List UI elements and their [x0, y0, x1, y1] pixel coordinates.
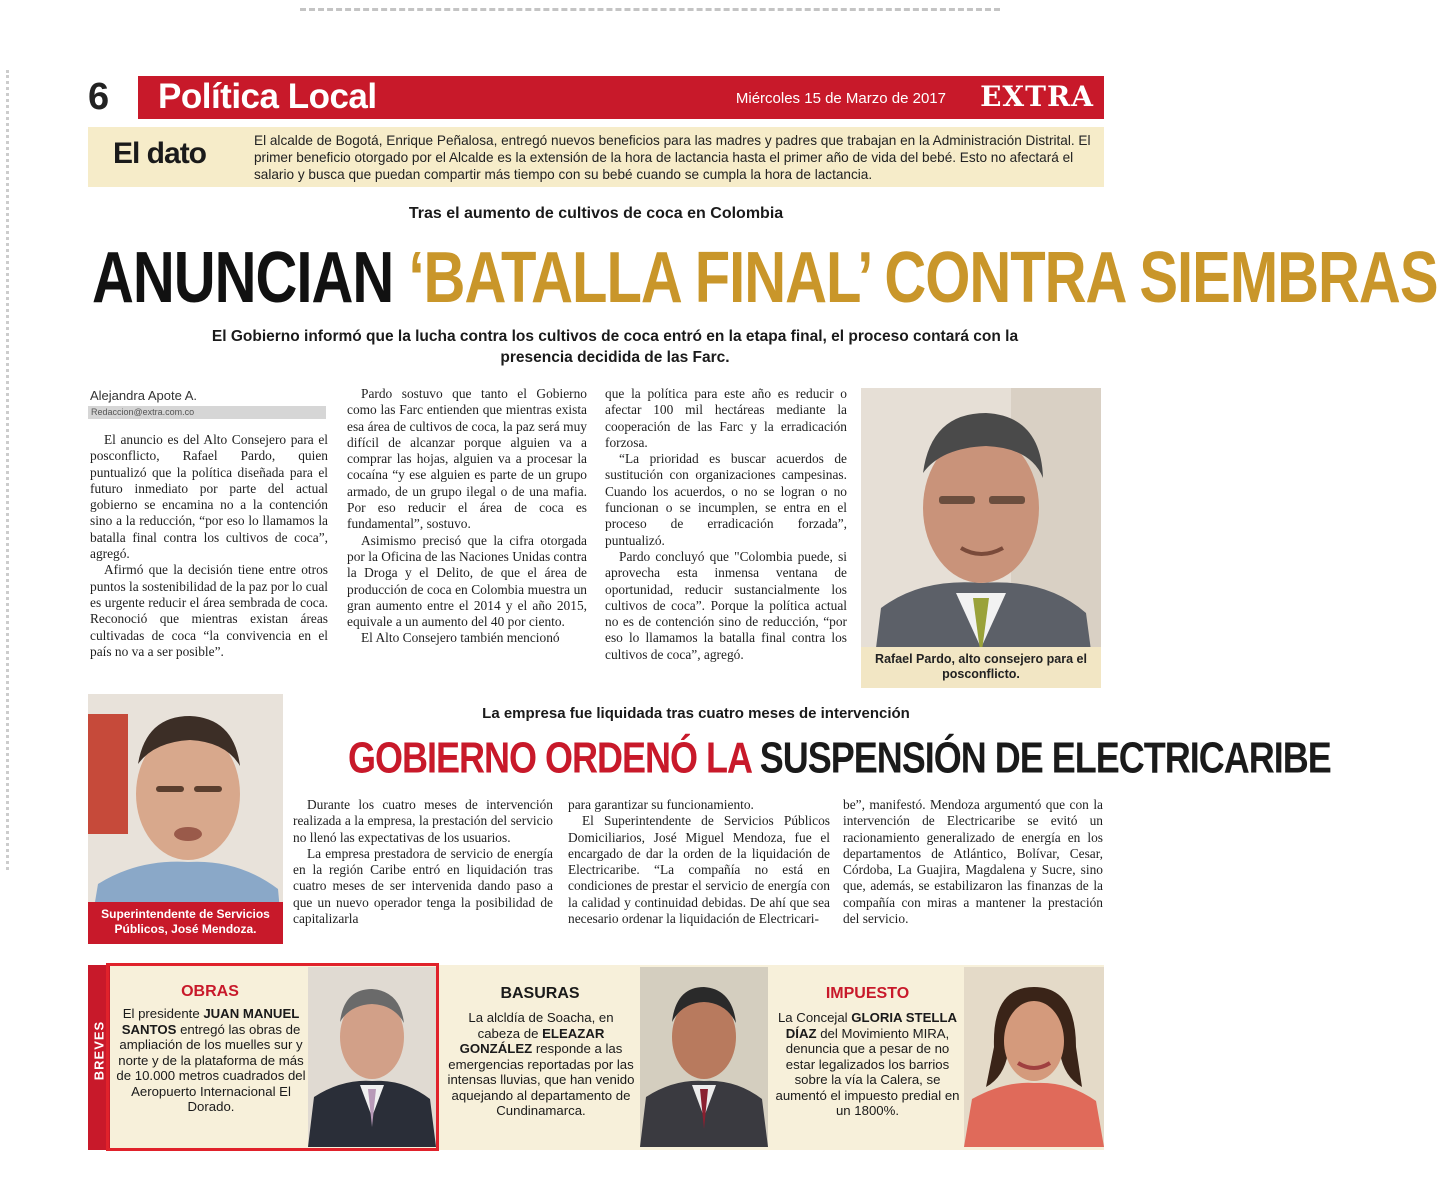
paragraph: El Superintendente de Servicios Públicos Domiciliarios, José Miguel Mendoza, fue el encargado de dar la orden de la liquidación de Electricaribe. “La compañía no está en condiciones de prestar el servicio de energía con la calidad y continuidad debidas. De ahí que sea necesario ordenar la liquidación de Electricari-	[568, 813, 830, 927]
page-number: 6	[88, 76, 130, 119]
pardo-caption: Rafael Pardo, alto consejero para el posconflicto.	[861, 647, 1101, 688]
brief-text-part: La alcldía de Soacha, en cabeza de	[468, 1010, 614, 1041]
portrait-illustration	[964, 967, 1104, 1147]
article1-headline	[92, 228, 1438, 328]
paragraph: que la política para este año es reducir o afectar 100 mil hectáreas mediante la cooperación de las Farc y la erradicación forzosa.	[605, 386, 847, 450]
article2-column-2	[568, 797, 830, 927]
pardo-photo	[861, 388, 1101, 688]
paragraph: El Alto Consejero también mencionó	[361, 630, 560, 646]
paragraph: Durante los cuatro meses de intervención realizada a la empresa, la prestación del servicio no llenó las expectativas de los usuarios.	[293, 797, 553, 845]
diaz-photo	[964, 967, 1104, 1147]
article2-kicker: La empresa fue liquidada tras cuatro meses de intervención	[482, 705, 910, 722]
mendoza-caption: Superintendente de Servicios Públicos, José Mendoza.	[88, 902, 283, 944]
article2-column-3	[843, 797, 1103, 927]
brief-impuesto-text	[771, 1010, 964, 1119]
portrait-illustration	[640, 967, 768, 1147]
page-header	[88, 76, 1104, 119]
breves-label: BREVES	[91, 1020, 107, 1081]
section-title: Política Local	[158, 77, 377, 116]
brief-basuras-title: BASURAS	[500, 985, 580, 1002]
headline2-part-b: SUSPENSIÓN DE ELECTRICARIBE	[759, 732, 1331, 782]
paragraph: El anuncio es del Alto Consejero para el posconflicto, Rafael Pardo, quien puntualizó que la política diseñada para el futuro inmediato por parte del actual gobierno se encamina no a la contención sino a la reducción, “por eso lo llamamos la batalla final contra los cultivos de coca”, agregó.	[90, 432, 328, 562]
paragraph: “La prioridad es buscar acuerdos de sustitución con organizaciones campesinas. Cuando los acuerdos, o no se logran o no funcionan o se incumplen, se entra en el proceso de erradicación forzada”, puntualizó.	[605, 451, 847, 548]
brief-name-bold: ELEAZAR GONZÁLEZ	[459, 1025, 605, 1056]
article1-column-3	[605, 386, 847, 663]
headline2-part-a: GOBIERNO ORDENÓ LA	[348, 732, 760, 782]
el-dato-box	[88, 127, 1104, 187]
brief-name-bold: GLORIA STELLA DÍAZ	[785, 1010, 958, 1041]
article1-deck: El Gobierno informó que la lucha contra los cultivos de coca entró en la etapa final, el proceso contará con la presencia decidida de las Farc.	[211, 328, 1019, 366]
el-dato-text: El alcalde de Bogotá, Enrique Peñalosa, entregó nuevos beneficios para las madres y padres que trabajan en la Administración Distrital. El primer beneficio otorgado por el Alcalde es la extensión de la hora de lactancia hasta el primer año de vida del bebé. Esto no afectará el salario y busca que puedan compartir más tiempo con su bebé cuando se cumpla la hora de lactancia.	[254, 133, 1091, 182]
brief-obras-title: OBRAS	[181, 983, 239, 1000]
issue-date: Miércoles 15 de Marzo de 2017	[735, 90, 946, 107]
brief-text-part: entregó las obras de ampliación de los muelles sur y norte y de la plataforma de más de 10.000 metros cuadrados del Aeropuerto Internacional El Dorado.	[116, 1021, 306, 1114]
brief-text-part: responde a las emergencias reportadas por las intensas lluvias, que han venido aquejando al departamento de Cundinamarca.	[447, 1041, 635, 1118]
paragraph: Pardo concluyó que "Colombia puede, si aprovecha esta inmensa ventana de oportunidad, reducir sustancialmente los cultivos de coca”. Porque la política actual no es de contención sino de reducción, “por eso lo llamamos la batalla final contra los cultivos de coca”, agregó.	[605, 548, 847, 662]
paragraph: para garantizar su funcionamiento.	[568, 797, 754, 812]
brand-logo: EXTRA	[980, 80, 1094, 113]
paragraph: La empresa prestadora de servicio de energía en la región Caribe entró en liquidación tras cuatro meses de ser intervenida dando paso a que un nuevo operador tenga la posibilidad de capitalizarla	[293, 845, 553, 927]
section-bar	[138, 76, 1104, 119]
headline1-part-a: ANUNCIAN	[92, 236, 409, 318]
paragraph: Afirmó que la decisión tiene entre otros puntos la sostenibilidad de la paz por lo cual es urgente reducir el área sembrada de coca. Reconoció que mientras existan áreas cultivadas de coca “la convivencia en el país no va a ser posible”.	[90, 562, 328, 659]
article1-column-2	[347, 386, 587, 647]
brief-name-bold: JUAN MANUEL SANTOS	[121, 1006, 300, 1037]
paragraph: Asimismo precisó que la cifra otorgada por la Oficina de las Naciones Unidas contra la Droga y el Delito, de que el área de producción de coca en Colombia muestra un gran aumento entre el 2014 y el año 2015, equivale a un aumento del 40 por ciento.	[347, 532, 587, 630]
headline1-part-c: CONTRA SIEMBRAS	[869, 236, 1438, 318]
brief-impuesto-title: IMPUESTO	[825, 985, 910, 1002]
scan-edge-top	[300, 8, 1000, 11]
paragraph: be”, manifestó. Mendoza argumentó que con la intervención de Electricaribe se evitó un racionamiento generalizado de energía en los departamentos de Atlántico, Bolívar, Cesar, Córdoba, La Guajira, Magdalena y Sucre, sino que, además, se estabilizaron las finanzas de la compañía con miras a mantener la prestación del servicio.	[843, 797, 1103, 927]
brief-text-part: El presidente	[122, 1006, 204, 1021]
scan-edge-left	[6, 70, 9, 870]
article1-column-1	[90, 432, 328, 660]
article2-column-1	[293, 797, 553, 927]
el-dato-label: El dato	[113, 137, 207, 170]
headline1-part-b: ‘BATALLA FINAL’	[408, 236, 870, 318]
portrait-illustration	[861, 388, 1101, 688]
brief-text-part: del Movimiento MIRA, denuncia que a pesar de no estar legalizados los barrios sobre la vía la Calera, se aumentó el impuesto predial en un 1800%.	[775, 1025, 960, 1118]
article1-kicker: Tras el aumento de cultivos de coca en Colombia	[408, 205, 784, 222]
gonzalez-photo	[640, 967, 768, 1147]
brief-basuras-text	[447, 1010, 635, 1119]
article2-headline	[348, 728, 1331, 788]
highlight-box	[106, 963, 439, 1151]
paragraph: Pardo sostuvo que tanto el Gobierno como las Farc entienden que mientras exista esa área de cultivos de coca, la paz será muy difícil de alcanzar porque alguien va a comprar las hojas, alguien va a procesar la cocaína “y ese alguien es parte de un grupo armado, de un grupo ilegal o de una mafia. Por eso reducir el área de coca es fundamental”, sostuvo.	[347, 386, 587, 532]
article1-email: Redaccion@extra.com.co	[88, 406, 326, 419]
article1-author: Alejandra Apote A.	[90, 388, 197, 403]
brief-text-part: La Concejal	[777, 1010, 852, 1025]
